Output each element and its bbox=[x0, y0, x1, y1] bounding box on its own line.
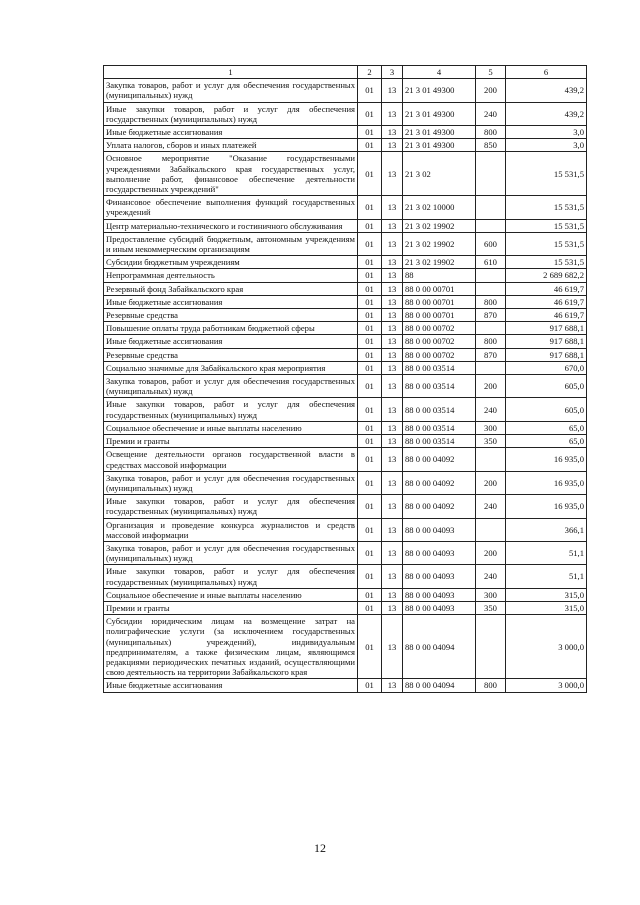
target-article-code: 88 0 00 04093 bbox=[403, 588, 476, 601]
expense-type-code: 200 bbox=[476, 471, 506, 494]
target-article-code: 88 0 00 04093 bbox=[403, 565, 476, 588]
section-code: 01 bbox=[358, 541, 382, 564]
target-article-code: 88 0 00 04094 bbox=[403, 679, 476, 692]
subsection-code: 13 bbox=[382, 126, 403, 139]
section-code: 01 bbox=[358, 348, 382, 361]
item-name: Иные бюджетные ассигнования bbox=[104, 679, 358, 692]
target-article-code: 88 0 00 04093 bbox=[403, 541, 476, 564]
amount: 46 619,7 bbox=[506, 295, 587, 308]
amount: 439,2 bbox=[506, 102, 587, 125]
item-name: Премии и гранты bbox=[104, 601, 358, 614]
expense-type-code: 870 bbox=[476, 348, 506, 361]
subsection-code: 13 bbox=[382, 541, 403, 564]
item-name: Уплата налогов, сборов и иных платежей bbox=[104, 139, 358, 152]
section-code: 01 bbox=[358, 495, 382, 518]
item-name: Иные бюджетные ассигнования bbox=[104, 126, 358, 139]
header-cell-6: 6 bbox=[506, 66, 587, 79]
expense-type-code bbox=[476, 322, 506, 335]
subsection-code: 13 bbox=[382, 219, 403, 232]
target-article-code: 88 0 00 03514 bbox=[403, 375, 476, 398]
expense-type-code bbox=[476, 219, 506, 232]
section-code: 01 bbox=[358, 361, 382, 374]
item-name: Иные закупки товаров, работ и услуг для обеспечения государственных (муниципальных) нужд bbox=[104, 565, 358, 588]
table-row bbox=[104, 219, 587, 232]
table-row bbox=[104, 269, 587, 282]
amount: 46 619,7 bbox=[506, 282, 587, 295]
amount: 605,0 bbox=[506, 375, 587, 398]
expense-type-code: 800 bbox=[476, 679, 506, 692]
table-row bbox=[104, 679, 587, 692]
section-code: 01 bbox=[358, 102, 382, 125]
section-code: 01 bbox=[358, 615, 382, 679]
target-article-code: 88 0 00 00702 bbox=[403, 335, 476, 348]
section-code: 01 bbox=[358, 518, 382, 541]
table-row bbox=[104, 126, 587, 139]
section-code: 01 bbox=[358, 601, 382, 614]
table-row bbox=[104, 139, 587, 152]
item-name: Закупка товаров, работ и услуг для обеспечения государственных (муниципальных) нужд bbox=[104, 541, 358, 564]
table-row bbox=[104, 232, 587, 255]
item-name: Иные бюджетные ассигнования bbox=[104, 295, 358, 308]
section-code: 01 bbox=[358, 679, 382, 692]
target-article-code: 88 0 00 00701 bbox=[403, 282, 476, 295]
section-code: 01 bbox=[358, 219, 382, 232]
target-article-code: 88 0 00 00702 bbox=[403, 322, 476, 335]
amount: 16 935,0 bbox=[506, 471, 587, 494]
subsection-code: 13 bbox=[382, 421, 403, 434]
table-row bbox=[104, 541, 587, 564]
item-name: Иные бюджетные ассигнования bbox=[104, 335, 358, 348]
budget-table bbox=[103, 65, 587, 693]
subsection-code: 13 bbox=[382, 309, 403, 322]
section-code: 01 bbox=[358, 421, 382, 434]
table-row bbox=[104, 448, 587, 471]
table-row bbox=[104, 282, 587, 295]
expense-type-code: 800 bbox=[476, 126, 506, 139]
amount: 51,1 bbox=[506, 541, 587, 564]
section-code: 01 bbox=[358, 471, 382, 494]
target-article-code: 88 0 00 04094 bbox=[403, 615, 476, 679]
target-article-code: 21 3 02 19902 bbox=[403, 256, 476, 269]
expense-type-code bbox=[476, 196, 506, 219]
subsection-code: 13 bbox=[382, 139, 403, 152]
expense-type-code bbox=[476, 152, 506, 196]
table-row bbox=[104, 518, 587, 541]
amount: 917 688,1 bbox=[506, 335, 587, 348]
header-cell-5: 5 bbox=[476, 66, 506, 79]
target-article-code: 88 0 00 04092 bbox=[403, 448, 476, 471]
subsection-code: 13 bbox=[382, 565, 403, 588]
subsection-code: 13 bbox=[382, 679, 403, 692]
expense-type-code: 240 bbox=[476, 565, 506, 588]
item-name: Иные закупки товаров, работ и услуг для обеспечения государственных (муниципальных) нужд bbox=[104, 495, 358, 518]
section-code: 01 bbox=[358, 322, 382, 335]
item-name: Премии и гранты bbox=[104, 435, 358, 448]
expense-type-code: 850 bbox=[476, 139, 506, 152]
subsection-code: 13 bbox=[382, 79, 403, 102]
table-row bbox=[104, 335, 587, 348]
subsection-code: 13 bbox=[382, 495, 403, 518]
item-name: Социальное обеспечение и иные выплаты населению bbox=[104, 588, 358, 601]
expense-type-code: 200 bbox=[476, 541, 506, 564]
item-name: Резервные средства bbox=[104, 309, 358, 322]
target-article-code: 88 0 00 03514 bbox=[403, 361, 476, 374]
target-article-code: 88 0 00 04093 bbox=[403, 518, 476, 541]
item-name: Закупка товаров, работ и услуг для обеспечения государственных (муниципальных) нужд bbox=[104, 471, 358, 494]
item-name: Основное мероприятие "Оказание государственными учреждениями Забайкальского края государственных услуг, выполнение работ, финансовое обеспечение деятельности государственных учреждений" bbox=[104, 152, 358, 196]
amount: 670,0 bbox=[506, 361, 587, 374]
item-name: Иные закупки товаров, работ и услуг для обеспечения государственных (муниципальных) нужд bbox=[104, 102, 358, 125]
amount: 439,2 bbox=[506, 79, 587, 102]
amount: 51,1 bbox=[506, 565, 587, 588]
section-code: 01 bbox=[358, 269, 382, 282]
subsection-code: 13 bbox=[382, 322, 403, 335]
section-code: 01 bbox=[358, 256, 382, 269]
target-article-code: 21 3 01 49300 bbox=[403, 139, 476, 152]
item-name: Резервные средства bbox=[104, 348, 358, 361]
table-row bbox=[104, 375, 587, 398]
expense-type-code: 350 bbox=[476, 601, 506, 614]
table-row bbox=[104, 398, 587, 421]
section-code: 01 bbox=[358, 588, 382, 601]
expense-type-code: 800 bbox=[476, 295, 506, 308]
section-code: 01 bbox=[358, 375, 382, 398]
subsection-code: 13 bbox=[382, 152, 403, 196]
target-article-code: 88 0 00 04092 bbox=[403, 495, 476, 518]
expense-type-code: 200 bbox=[476, 79, 506, 102]
page-number: 12 bbox=[314, 841, 326, 855]
expense-type-code: 800 bbox=[476, 335, 506, 348]
expense-type-code: 350 bbox=[476, 435, 506, 448]
table-row bbox=[104, 588, 587, 601]
section-code: 01 bbox=[358, 79, 382, 102]
target-article-code: 21 3 01 49300 bbox=[403, 102, 476, 125]
amount: 917 688,1 bbox=[506, 348, 587, 361]
section-code: 01 bbox=[358, 152, 382, 196]
section-code: 01 bbox=[358, 232, 382, 255]
amount: 16 935,0 bbox=[506, 495, 587, 518]
item-name: Повышение оплаты труда работникам бюджетной сферы bbox=[104, 322, 358, 335]
item-name: Предоставление субсидий бюджетным, автономным учреждениям и иным некоммерческим организациям bbox=[104, 232, 358, 255]
amount: 366,1 bbox=[506, 518, 587, 541]
subsection-code: 13 bbox=[382, 361, 403, 374]
section-code: 01 bbox=[358, 139, 382, 152]
target-article-code: 21 3 02 10000 bbox=[403, 196, 476, 219]
target-article-code: 88 0 00 03514 bbox=[403, 435, 476, 448]
amount: 3,0 bbox=[506, 126, 587, 139]
subsection-code: 13 bbox=[382, 375, 403, 398]
table-row bbox=[104, 435, 587, 448]
subsection-code: 13 bbox=[382, 295, 403, 308]
target-article-code: 88 0 00 03514 bbox=[403, 421, 476, 434]
target-article-code: 88 0 00 00701 bbox=[403, 295, 476, 308]
item-name: Освещение деятельности органов государственной власти в средствах массовой информации bbox=[104, 448, 358, 471]
table-row bbox=[104, 615, 587, 679]
subsection-code: 13 bbox=[382, 518, 403, 541]
subsection-code: 13 bbox=[382, 588, 403, 601]
item-name: Организация и проведение конкурса журналистов и средств массовой информации bbox=[104, 518, 358, 541]
subsection-code: 13 bbox=[382, 196, 403, 219]
header-cell-4: 4 bbox=[403, 66, 476, 79]
expense-type-code: 300 bbox=[476, 588, 506, 601]
subsection-code: 13 bbox=[382, 615, 403, 679]
section-code: 01 bbox=[358, 435, 382, 448]
table-row bbox=[104, 196, 587, 219]
table-row bbox=[104, 495, 587, 518]
item-name: Социальное обеспечение и иные выплаты населению bbox=[104, 421, 358, 434]
header-cell-2: 2 bbox=[358, 66, 382, 79]
header-cell-3: 3 bbox=[382, 66, 403, 79]
target-article-code: 21 3 02 19902 bbox=[403, 219, 476, 232]
amount: 15 531,5 bbox=[506, 196, 587, 219]
target-article-code: 21 3 01 49300 bbox=[403, 126, 476, 139]
amount: 2 689 682,2 bbox=[506, 269, 587, 282]
item-name: Финансовое обеспечение выполнения функций государственных учреждений bbox=[104, 196, 358, 219]
section-code: 01 bbox=[358, 309, 382, 322]
expense-type-code bbox=[476, 282, 506, 295]
table-body bbox=[104, 79, 587, 692]
target-article-code: 88 bbox=[403, 269, 476, 282]
table-row bbox=[104, 152, 587, 196]
amount: 65,0 bbox=[506, 435, 587, 448]
subsection-code: 13 bbox=[382, 282, 403, 295]
header-cell-1: 1 bbox=[104, 66, 358, 79]
target-article-code: 88 0 00 03514 bbox=[403, 398, 476, 421]
subsection-code: 13 bbox=[382, 232, 403, 255]
subsection-code: 13 bbox=[382, 269, 403, 282]
amount: 3,0 bbox=[506, 139, 587, 152]
target-article-code: 21 3 02 bbox=[403, 152, 476, 196]
subsection-code: 13 bbox=[382, 601, 403, 614]
subsection-code: 13 bbox=[382, 471, 403, 494]
table-row bbox=[104, 565, 587, 588]
subsection-code: 13 bbox=[382, 102, 403, 125]
expense-type-code: 240 bbox=[476, 102, 506, 125]
amount: 15 531,5 bbox=[506, 256, 587, 269]
amount: 605,0 bbox=[506, 398, 587, 421]
amount: 15 531,5 bbox=[506, 219, 587, 232]
expense-type-code bbox=[476, 361, 506, 374]
section-code: 01 bbox=[358, 398, 382, 421]
section-code: 01 bbox=[358, 565, 382, 588]
expense-type-code: 200 bbox=[476, 375, 506, 398]
subsection-code: 13 bbox=[382, 435, 403, 448]
subsection-code: 13 bbox=[382, 348, 403, 361]
subsection-code: 13 bbox=[382, 335, 403, 348]
table-row bbox=[104, 348, 587, 361]
table-row bbox=[104, 295, 587, 308]
expense-type-code bbox=[476, 518, 506, 541]
item-name: Социально значимые для Забайкальского края мероприятия bbox=[104, 361, 358, 374]
target-article-code: 88 0 00 04092 bbox=[403, 471, 476, 494]
expense-type-code bbox=[476, 269, 506, 282]
amount: 3 000,0 bbox=[506, 615, 587, 679]
target-article-code: 21 3 02 19902 bbox=[403, 232, 476, 255]
table-header-row bbox=[104, 66, 587, 79]
expense-type-code: 600 bbox=[476, 232, 506, 255]
expense-type-code bbox=[476, 615, 506, 679]
amount: 917 688,1 bbox=[506, 322, 587, 335]
table-row bbox=[104, 322, 587, 335]
item-name: Иные закупки товаров, работ и услуг для обеспечения государственных (муниципальных) нужд bbox=[104, 398, 358, 421]
expense-type-code: 240 bbox=[476, 398, 506, 421]
expense-type-code: 300 bbox=[476, 421, 506, 434]
section-code: 01 bbox=[358, 448, 382, 471]
table-row bbox=[104, 256, 587, 269]
amount: 16 935,0 bbox=[506, 448, 587, 471]
expense-type-code: 610 bbox=[476, 256, 506, 269]
section-code: 01 bbox=[358, 335, 382, 348]
amount: 315,0 bbox=[506, 601, 587, 614]
section-code: 01 bbox=[358, 282, 382, 295]
amount: 65,0 bbox=[506, 421, 587, 434]
table-row bbox=[104, 601, 587, 614]
amount: 15 531,5 bbox=[506, 232, 587, 255]
target-article-code: 88 0 00 00701 bbox=[403, 309, 476, 322]
amount: 15 531,5 bbox=[506, 152, 587, 196]
item-name: Субсидии юридическим лицам на возмещение затрат на полиграфические услуги (за исключением государственных (муниципальных) учреждений), индивидуальным предпринимателям, а также физическим лицам, являющимся редакциями периодических печатных изданий, осуществляющими свою деятельность на территории Забайкальского края bbox=[104, 615, 358, 679]
section-code: 01 bbox=[358, 295, 382, 308]
target-article-code: 88 0 00 04093 bbox=[403, 601, 476, 614]
item-name: Непрограммная деятельность bbox=[104, 269, 358, 282]
item-name: Закупка товаров, работ и услуг для обеспечения государственных (муниципальных) нужд bbox=[104, 79, 358, 102]
target-article-code: 21 3 01 49300 bbox=[403, 79, 476, 102]
subsection-code: 13 bbox=[382, 448, 403, 471]
amount: 3 000,0 bbox=[506, 679, 587, 692]
table-row bbox=[104, 361, 587, 374]
expense-type-code bbox=[476, 448, 506, 471]
item-name: Закупка товаров, работ и услуг для обеспечения государственных (муниципальных) нужд bbox=[104, 375, 358, 398]
subsection-code: 13 bbox=[382, 256, 403, 269]
item-name: Центр материально-технического и гостиничного обслуживания bbox=[104, 219, 358, 232]
section-code: 01 bbox=[358, 126, 382, 139]
table-row bbox=[104, 102, 587, 125]
table-row bbox=[104, 79, 587, 102]
table-row bbox=[104, 309, 587, 322]
target-article-code: 88 0 00 00702 bbox=[403, 348, 476, 361]
expense-type-code: 870 bbox=[476, 309, 506, 322]
expense-type-code: 240 bbox=[476, 495, 506, 518]
table-row bbox=[104, 471, 587, 494]
amount: 315,0 bbox=[506, 588, 587, 601]
section-code: 01 bbox=[358, 196, 382, 219]
subsection-code: 13 bbox=[382, 398, 403, 421]
amount: 46 619,7 bbox=[506, 309, 587, 322]
table-row bbox=[104, 421, 587, 434]
item-name: Субсидии бюджетным учреждениям bbox=[104, 256, 358, 269]
item-name: Резервный фонд Забайкальского края bbox=[104, 282, 358, 295]
